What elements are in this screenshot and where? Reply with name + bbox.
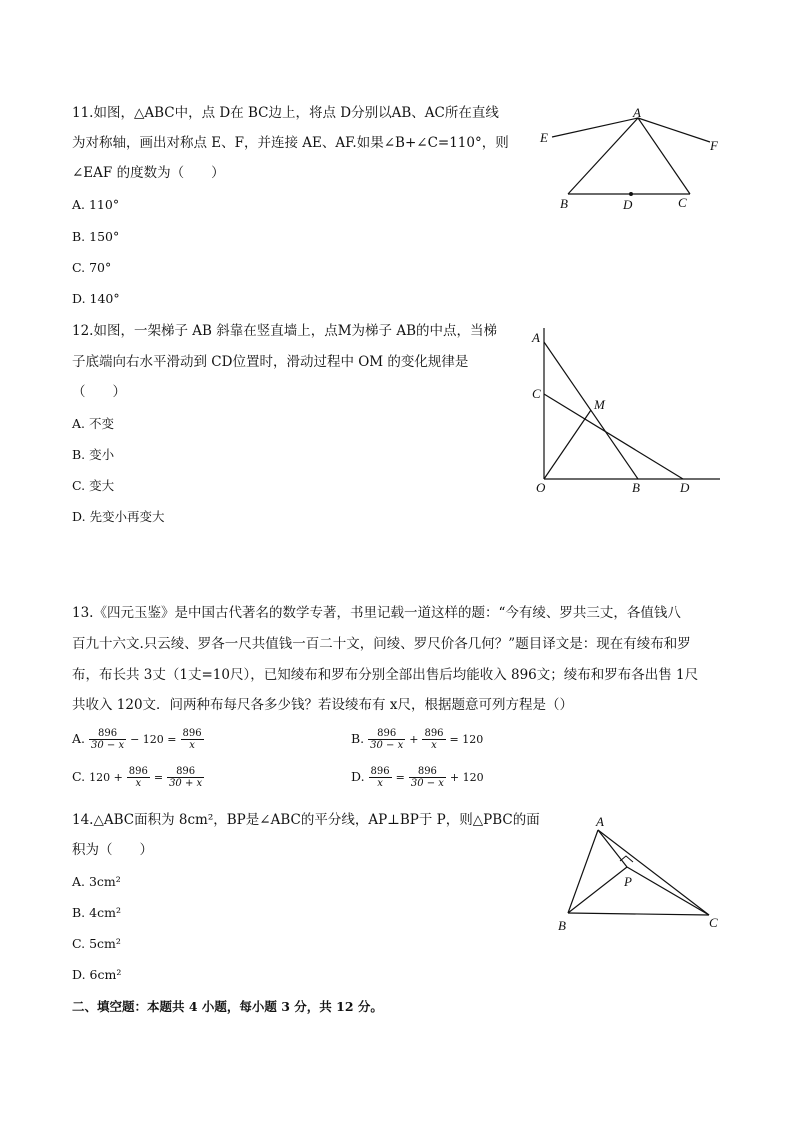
fraction: $\frac{896}{x}$	[128, 766, 148, 789]
q11-label-f: F	[710, 138, 718, 153]
q11-label-e: E	[540, 130, 548, 145]
q14-figure	[552, 810, 732, 935]
q12-label-m: M	[594, 397, 605, 412]
q12-figure	[528, 320, 728, 500]
q12-line3: （ ）	[72, 384, 126, 400]
q12-label-c: C	[532, 386, 541, 401]
fraction: $\frac{896}{30 - x}$	[410, 766, 444, 789]
q14-label-c: C	[709, 915, 718, 930]
fraction: $\frac{896}{30 - x}$	[370, 728, 404, 751]
section-heading: 二、填空题：本题共 4 小题，每小题 3 分，共 12 分。	[72, 999, 383, 1014]
q13-line2: 百九十六文.只云绫、罗各一尺共值钱一百二十文，问绫、罗尺价各几何？”题目译文是：现在有绫布和罗	[72, 636, 691, 652]
q14-line2: 积为（ ）	[72, 842, 153, 858]
q11-option-d: D. 140°	[72, 291, 120, 306]
q14-option-d: D. 6cm²	[72, 967, 122, 982]
q11-figure	[530, 100, 730, 215]
q13-option-c: C. 120 + $\frac{896}{x}$ = $\frac{896}{30 + x}$	[72, 766, 203, 789]
q13-option-b: B. $\frac{896}{30 - x}$ + $\frac{896}{x}$ = 120	[351, 728, 484, 751]
q11-line2: 为对称轴，画出对称点 E、F，并连接 AE、AF.如果∠B+∠C=110°，则	[72, 135, 509, 151]
q11-label-d: D	[623, 197, 633, 212]
q12-line1: 12.如图，一架梯子 AB 斜靠在竖直墙上，点M为梯子 AB的中点，当梯	[72, 323, 498, 339]
q11-option-c: C. 70°	[72, 260, 112, 275]
fraction: $\frac{896}{x}$	[182, 728, 202, 751]
q13-line1: 13.《四元玉鉴》是中国古代著名的数学专著，书里记载一道这样的题：“今有绫、罗共三丈，各值钱八	[72, 605, 681, 621]
q11-option-b: B. 150°	[72, 229, 120, 244]
q14-option-a: A. 3cm²	[72, 874, 121, 889]
q14-label-p: P	[624, 874, 632, 889]
q12-option-c: C. 变大	[72, 478, 115, 493]
q12-label-o: O	[536, 480, 546, 495]
q14-line1: 14.△ABC面积为 8cm²，BP是∠ABC的平分线，AP⊥BP于 P，则△PBC的面	[72, 812, 540, 828]
q12-label-b: B	[632, 480, 640, 495]
q11-label-b: B	[560, 196, 568, 211]
q11-line3: ∠EAF 的度数为（ ）	[72, 165, 225, 181]
q13-option-d: D. $\frac{896}{x}$ = $\frac{896}{30 - x}$ + 120	[351, 766, 484, 789]
q14-option-b: B. 4cm²	[72, 905, 121, 920]
q11-line1: 11.如图，△ABC中，点 D在 BC边上，将点 D分别以AB、AC所在直线	[72, 105, 499, 121]
fraction: $\frac{896}{30 + x}$	[169, 766, 203, 789]
q13-option-a: A. $\frac{896}{30 - x}$ − 120 = $\frac{896}{x}$	[72, 728, 202, 751]
q12-option-d: D. 先变小再变大	[72, 509, 165, 524]
q14-label-a: A	[596, 814, 604, 829]
fraction: $\frac{896}{x}$	[370, 766, 390, 789]
q13-line3: 布，布长共 3丈（1丈=10尺），已知绫布和罗布分别全部出售后均能收入 896文；绫布和罗布各出售 1尺	[72, 667, 699, 683]
q14-option-c: C. 5cm²	[72, 936, 121, 951]
q11-label-a: A	[633, 105, 641, 120]
q14-label-b: B	[558, 918, 566, 933]
q11-label-c: C	[678, 195, 687, 210]
q12-label-a: A	[532, 330, 540, 345]
q12-option-a: A. 不变	[72, 416, 114, 431]
fraction: $\frac{896}{x}$	[424, 728, 444, 751]
q13-line4: 共收入 120文．问两种布每尺各多少钱？若设绫布有 x尺，根据题意可列方程是（）	[72, 697, 573, 713]
fraction: $\frac{896}{30 - x}$	[91, 728, 125, 751]
q12-line2: 子底端向右水平滑动到 CD位置时，滑动过程中 OM 的变化规律是	[72, 354, 469, 370]
q12-option-b: B. 变小	[72, 447, 115, 462]
q12-label-d: D	[680, 480, 690, 495]
q11-option-a: A. 110°	[72, 197, 120, 212]
